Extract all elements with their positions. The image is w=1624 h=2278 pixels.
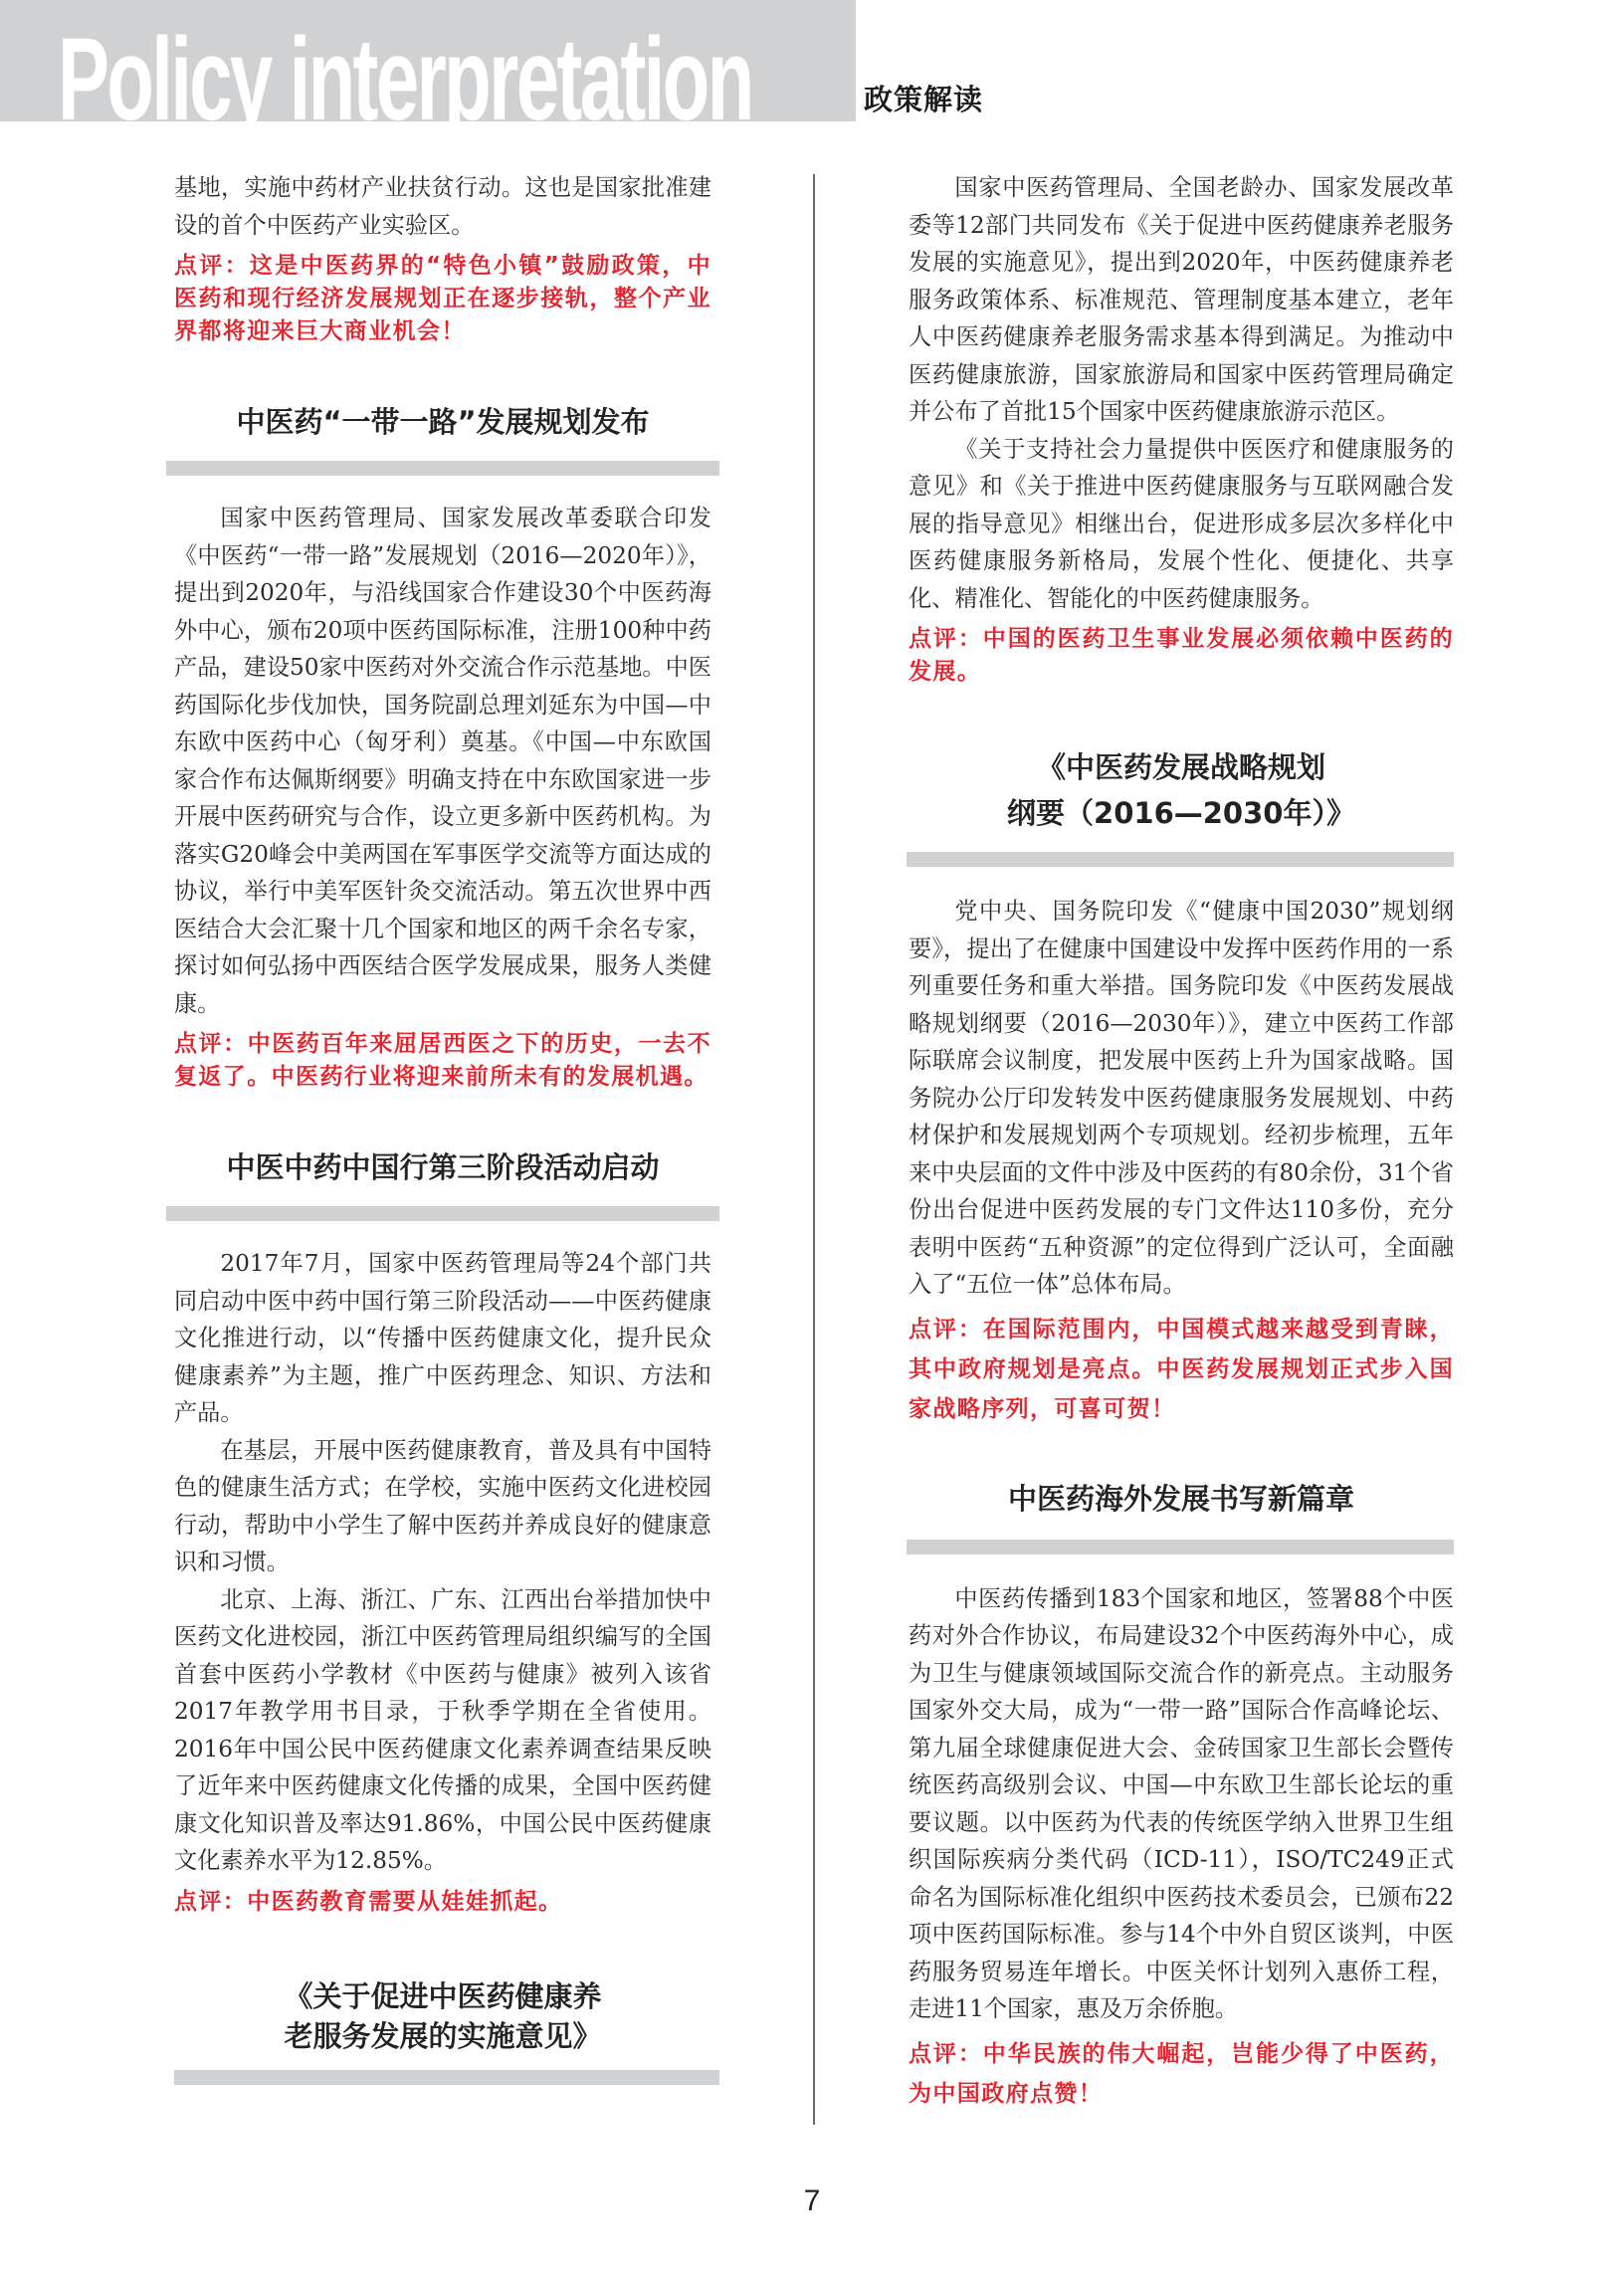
left-column (174, 169, 711, 2085)
body-paragraph: 中医药传播到183个国家和地区，签署88个中医药对外合作协议，布局建设32个中医药海外中心，成为卫生与健康领域国际交流合作的新亮点。主动服务国家外交大局，成为“一带一路”国际合作高峰论坛、第九届全球健康促进大会、金砖国家卫生部长会暨传统医药高级别会议、中国—中东欧卫生部长论坛的重要议题。以中医药为代表的传统医学纳入世界卫生组织国际疾病分类代码（ICD-11），ISO/TC249正式命名为国际标准化组织中医药技术委员会，已颁布22项中医药国际标准。参与14个中外自贸区谈判，中医药服务贸易连年增长。中医关怀计划列入惠侨工程，走进11个国家，惠及万余侨胞。 (909, 1584, 1454, 2022)
section-title: 中医药“一带一路”发展规划发布 (236, 405, 650, 439)
title-underline-bar (174, 2070, 719, 2085)
header-title-cn: 政策解读 (864, 83, 984, 116)
column-divider (813, 174, 815, 2125)
editor-comment: 点评：这是中医药界的“特色小镇”鼓励政策，中医药和现行经济发展规划正在逐步接轨，整个产业界都将迎来巨大商业机会！ (174, 253, 711, 344)
section-overseas-development (909, 1477, 1454, 2114)
title-underline-bar (166, 1206, 719, 1221)
editor-comment: 点评：在国际范围内，中国模式越来越受到青睐，其中政府规划是亮点。中医药发展规划正式步入国家战略序列，可喜可贺！ (909, 1316, 1454, 1422)
title-underline-bar (166, 461, 719, 476)
intro-block (174, 169, 711, 348)
body-paragraph: 国家中医药管理局、全国老龄办、国家发展改革委等12部门共同发布《关于促进中医药健康养老服务发展的实施意见》，提出到2020年，中医药健康养老服务政策体系、标准规范、管理制度基本建立，老年人中医药健康养老服务需求基本得到满足。为推动中医药健康旅游，国家旅游局和国家中医药管理局确定并公布了首批15个国家中医药健康旅游示范区。 (909, 174, 1454, 425)
body-paragraph: 2017年7月，国家中医药管理局等24个部门共同启动中医中药中国行第三阶段活动——中医药健康文化推进行动，以“传播中医药健康文化，提升民众健康素养”为主题，推广中医药理念、知识、方法和产品。 (174, 1250, 711, 1426)
section-title-line: 《关于促进中医药健康养 (284, 1978, 602, 2013)
body-paragraph: 国家中医药管理局、国家发展改革委联合印发《中医药“一带一路”发展规划（2016—2020年）》，提出到2020年，与沿线国家合作建设30个中医药海外中心，颁布20项中医药国际标准，注册100种中药产品，建设50家中医药对外交流合作示范基地。中医药国际化步伐加快，国务院副总理刘延东为中国—中东欧中医药中心（匈牙利）奠基。《中国—中东欧国家合作布达佩斯纲要》明确支持在中东欧国家进一步开展中医药研究与合作，设立更多新中医药机构。为落实G20峰会中美两国在军事医学交流等方面达成的协议，举行中美军医针灸交流活动。第五次世界中西医结合大会汇聚十几个国家和地区的两千余名专家，探讨如何弘扬中西医结合医学发展成果，服务人类健康。 (174, 505, 711, 1017)
section-title-line: 纲要（2016—2030年）》 (1007, 796, 1355, 830)
body-paragraph: 北京、上海、浙江、广东、江西出台举措加快中医药文化进校园，浙江中医药管理局组织编写的全国首套中医药小学教材《中医药与健康》被列入该省2017年教学用书目录，于秋季学期在全省使用。2016年中国公民中医药健康文化素养调查结果反映了近年来中医药健康文化传播的成果，全国中医药健康文化知识普及率达91.86%，中国公民中医药健康文化素养水平为12.85%。 (174, 1585, 711, 1874)
body-paragraph: 在基层，开展中医药健康教育，普及具有中国特色的健康生活方式；在学校，实施中医药文化进校园行动，帮助中小学生了解中医药并养成良好的健康意识和习惯。 (174, 1436, 711, 1575)
title-underline-bar (907, 852, 1454, 867)
body-paragraph: 党中央、国务院印发《“健康中国2030”规划纲要》，提出了在健康中国建设中发挥中医药作用的一系列重要任务和重大举措。国务院印发《中医药发展战略规划纲要（2016—2030年）》，建立中医药工作部际联席会议制度，把发展中医药上升为国家战略。国务院办公厅印发转发中医药健康服务发展规划、中药材保护和发展规划两个专项规划。经初步梳理，五年来中央层面的文件中涉及中医药的有80余份，31个省份出台促进中医药发展的专门文件达110多份，充分表明中医药“五种资源”的定位得到广泛认可，全面融入了“五位一体”总体布局。 (909, 898, 1454, 1298)
body-paragraph: 《关于支持社会力量提供中医医疗和健康服务的意见》和《关于推进中医药健康服务与互联网融合发展的指导意见》相继出台，促进形成多层次多样化中医药健康服务新格局，发展个性化、便捷化、共享化、精准化、智能化的中医药健康服务。 (909, 435, 1454, 612)
editor-comment: 点评：中国的医药卫生事业发展必须依赖中医药的发展。 (909, 626, 1454, 685)
right-column (909, 169, 1454, 2114)
body-paragraph: 基地，实施中药材产业扶贫行动。这也是国家批准建设的首个中医药产业实验区。 (174, 174, 711, 239)
header-title-en: Policy interpretation (58, 14, 752, 145)
section-title: 中医中药中国行第三阶段活动启动 (226, 1150, 660, 1184)
section-title-line: 《中医药发展战略规划 (1036, 750, 1325, 784)
section-elderly-care-body (909, 169, 1454, 689)
title-underline-bar (907, 1540, 1454, 1554)
section-strategic-plan (909, 744, 1454, 1429)
section-title-line: 老服务发展的实施意见》 (284, 2018, 602, 2053)
editor-comment: 点评：中医药百年来屈居西医之下的历史，一去不复返了。中医药行业将迎来前所未有的发展机遇。 (174, 1031, 711, 1090)
editor-comment: 点评：中医药教育需要从娃娃抓起。 (174, 1888, 563, 1915)
editor-comment: 点评：中华民族的伟大崛起，岂能少得了中医药，为中国政府点赞！ (909, 2040, 1454, 2107)
section-elderly-care-opinion (174, 1976, 711, 2085)
section-belt-road (174, 400, 711, 1094)
section-title: 中医药海外发展书写新篇章 (1007, 1481, 1354, 1516)
section-tcm-china-tour (174, 1145, 711, 1919)
page-number: 7 (803, 2184, 821, 2217)
